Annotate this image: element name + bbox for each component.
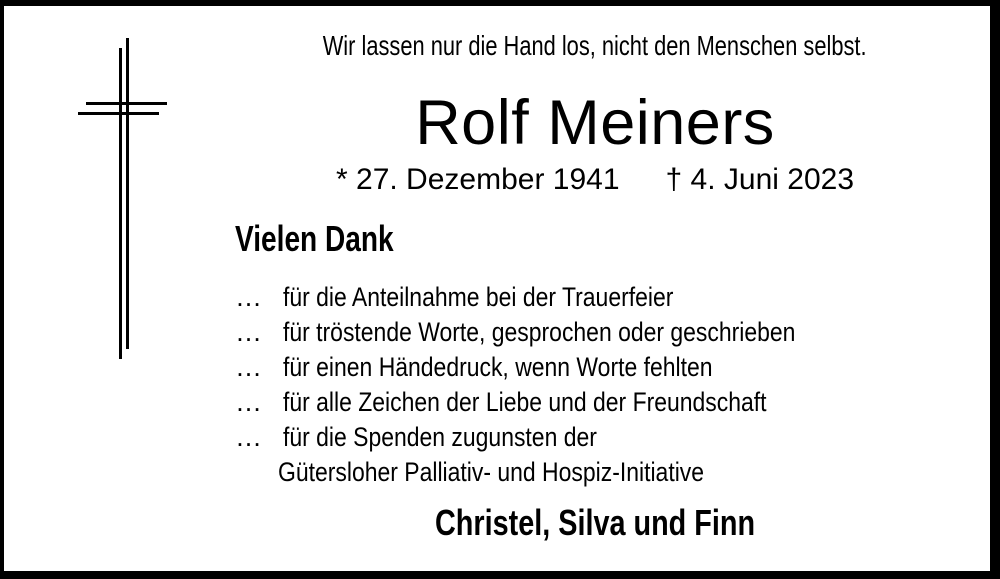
cross-horizontal-line-bottom xyxy=(78,112,159,115)
thanks-heading-text: Vielen Dank xyxy=(235,218,394,259)
thanks-list xyxy=(235,280,886,490)
life-dates xyxy=(200,162,990,198)
mourners-signature-text: Christel, Silva und Finn xyxy=(434,502,756,543)
cross-vertical-line-left xyxy=(119,48,122,359)
list-item xyxy=(235,315,886,350)
list-item-text: für die Anteilnahme bei der Trauerfeier xyxy=(283,282,674,312)
cross-vertical-line-right xyxy=(126,38,129,349)
list-item xyxy=(235,385,886,420)
deceased-name-text: Rolf Meiners xyxy=(415,88,775,158)
ellipsis-marker: … xyxy=(235,352,262,382)
death-date: † 4. Juni 2023 xyxy=(665,163,854,196)
list-item-text: für alle Zeichen der Liebe und der Freundschaft xyxy=(283,387,767,417)
thanks-heading xyxy=(235,219,438,259)
mourners-signature xyxy=(200,503,990,543)
cross-horizontal-line-top xyxy=(86,102,167,105)
birth-date: * 27. Dezember 1941 xyxy=(336,163,620,196)
list-item-continuation xyxy=(235,455,886,490)
empty-marker xyxy=(235,455,278,490)
deceased-name xyxy=(200,90,990,156)
death-notice xyxy=(4,6,990,571)
list-item-text: für die Spenden zugunsten der xyxy=(283,422,597,452)
list-item xyxy=(235,420,886,455)
list-item-text: Gütersloher Palliativ- und Hospiz-Initiative xyxy=(278,457,705,487)
ellipsis-marker: … xyxy=(235,422,262,452)
ellipsis-marker: … xyxy=(235,387,262,417)
list-item xyxy=(235,280,886,315)
list-item-text: für tröstende Worte, gesprochen oder geschrieben xyxy=(283,317,796,347)
epigraph-quote-text: Wir lassen nur die Hand los, nicht den Menschen selbst. xyxy=(323,30,867,61)
list-item xyxy=(235,350,886,385)
ellipsis-marker: … xyxy=(235,317,262,347)
list-item-text: für einen Händedruck, wenn Worte fehlten xyxy=(283,352,713,382)
ellipsis-marker: … xyxy=(235,282,262,312)
epigraph-quote xyxy=(200,30,990,62)
